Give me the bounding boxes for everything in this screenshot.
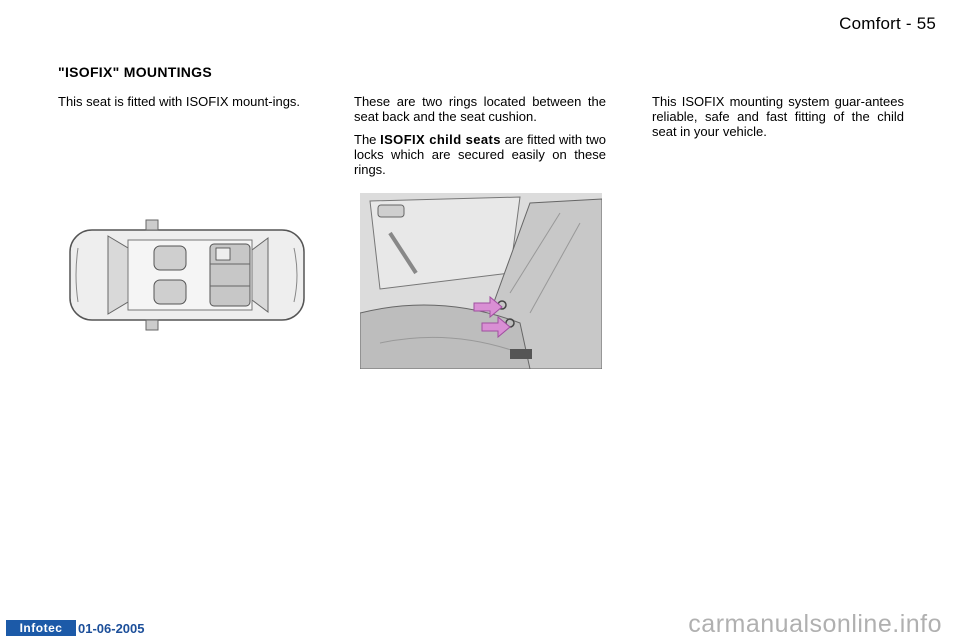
car-top-view-illustration <box>68 218 308 332</box>
text-run: The <box>354 132 381 147</box>
left-mirror <box>146 220 158 230</box>
page-header <box>839 14 936 34</box>
text-column-1 <box>58 94 310 117</box>
rear-seat-isofix-illustration <box>360 193 602 369</box>
right-mirror <box>146 320 158 330</box>
front-seat-left <box>154 246 186 270</box>
infotec-logo: Infotec <box>6 620 76 636</box>
front-seat-right <box>154 280 186 304</box>
page-number: 55 <box>916 14 936 33</box>
windscreen <box>108 236 128 314</box>
paragraph: This ISOFIX mounting system guar-antees reliable, safe and fast fitting of the child seat in your vehicle. <box>652 94 904 139</box>
section-title: "ISOFIX" MOUNTINGS <box>58 64 213 80</box>
watermark: carmanualsonline.info <box>688 610 942 638</box>
door-handle <box>378 205 404 217</box>
section-name: Comfort - <box>839 14 912 33</box>
footer-date: 01-06-2005 <box>78 621 145 636</box>
emphasis-text: ISOFIX child seats <box>380 132 501 147</box>
isofix-seat-marker <box>216 248 230 260</box>
paragraph: These are two rings located between the seat back and the seat cushion. <box>354 94 606 124</box>
text-column-3 <box>652 94 904 147</box>
seat-belt-buckle <box>510 349 532 359</box>
text-run: are fitted with two locks which are secured easily on these rings. <box>354 132 606 177</box>
paragraph: This seat is fitted with ISOFIX mount-ings. <box>58 94 301 109</box>
text-column-2 <box>354 94 606 185</box>
paragraph <box>354 132 606 177</box>
rear-window <box>252 238 268 312</box>
